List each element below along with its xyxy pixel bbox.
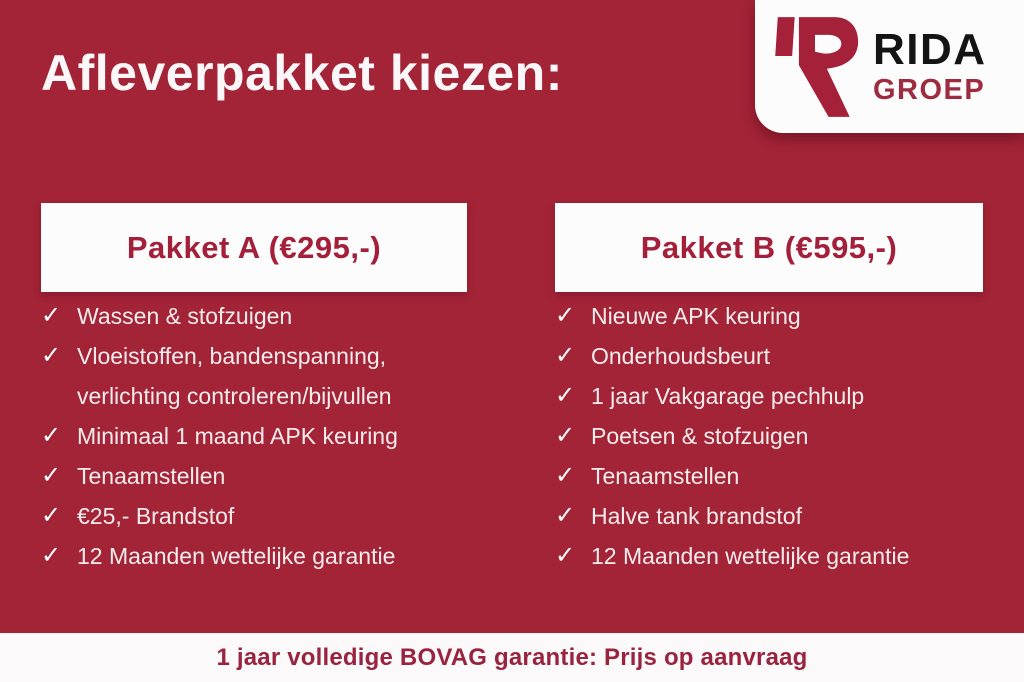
list-item-label: 1 jaar Vakgarage pechhulp bbox=[591, 383, 865, 409]
check-icon: ✓ bbox=[41, 502, 62, 529]
list-item bbox=[41, 496, 481, 536]
package-a-items bbox=[41, 296, 481, 576]
check-icon: ✓ bbox=[41, 542, 62, 569]
list-item bbox=[555, 536, 995, 576]
list-item bbox=[41, 456, 481, 496]
list-item-label: Tenaamstellen bbox=[591, 463, 740, 489]
list-item-label: Tenaamstellen bbox=[77, 463, 226, 489]
package-b-title: Pakket B (€595,-) bbox=[555, 203, 983, 292]
list-item bbox=[555, 296, 995, 336]
list-item-label: Nieuwe APK keuring bbox=[591, 303, 801, 329]
logo-text bbox=[873, 25, 987, 106]
list-item-label: €25,- Brandstof bbox=[77, 503, 235, 529]
check-icon: ✓ bbox=[555, 382, 576, 409]
list-item-label: Poetsen & stofzuigen bbox=[591, 423, 809, 449]
list-item bbox=[555, 336, 995, 376]
check-icon: ✓ bbox=[41, 462, 62, 489]
footer-bar bbox=[0, 633, 1024, 682]
list-item bbox=[555, 496, 995, 536]
package-b-items bbox=[555, 296, 995, 576]
list-item bbox=[41, 296, 481, 336]
footer-text: 1 jaar volledige BOVAG garantie: Prijs op aanvraag bbox=[216, 643, 808, 671]
list-item bbox=[555, 416, 995, 456]
list-item-label: 12 Maanden wettelijke garantie bbox=[77, 543, 396, 569]
list-item-label: Vloeistoffen, bandenspanning, verlichting controleren/bijvullen bbox=[77, 343, 392, 409]
logo-name: RIDA bbox=[873, 25, 987, 74]
page-title: Afleverpakket kiezen: bbox=[41, 45, 563, 101]
check-icon: ✓ bbox=[555, 542, 576, 569]
list-item-label: Wassen & stofzuigen bbox=[77, 303, 293, 329]
list-item bbox=[41, 336, 481, 416]
check-icon: ✓ bbox=[41, 342, 62, 369]
logo-suffix: GROEP bbox=[873, 74, 986, 106]
check-icon: ✓ bbox=[41, 302, 62, 329]
list-item bbox=[555, 456, 995, 496]
list-item-label: Minimaal 1 maand APK keuring bbox=[77, 423, 398, 449]
list-item bbox=[555, 376, 995, 416]
list-item bbox=[41, 536, 481, 576]
package-a-title: Pakket A (€295,-) bbox=[41, 203, 467, 292]
check-icon: ✓ bbox=[41, 422, 62, 449]
rida-logo-r-icon bbox=[771, 11, 859, 123]
list-item-label: Onderhoudsbeurt bbox=[591, 343, 771, 369]
check-icon: ✓ bbox=[555, 462, 576, 489]
check-icon: ✓ bbox=[555, 422, 576, 449]
list-item-label: Halve tank brandstof bbox=[591, 503, 802, 529]
check-icon: ✓ bbox=[555, 502, 576, 529]
rida-groep-logo bbox=[755, 0, 1024, 133]
check-icon: ✓ bbox=[555, 302, 576, 329]
check-icon: ✓ bbox=[555, 342, 576, 369]
list-item bbox=[41, 416, 481, 456]
list-item-label: 12 Maanden wettelijke garantie bbox=[591, 543, 910, 569]
